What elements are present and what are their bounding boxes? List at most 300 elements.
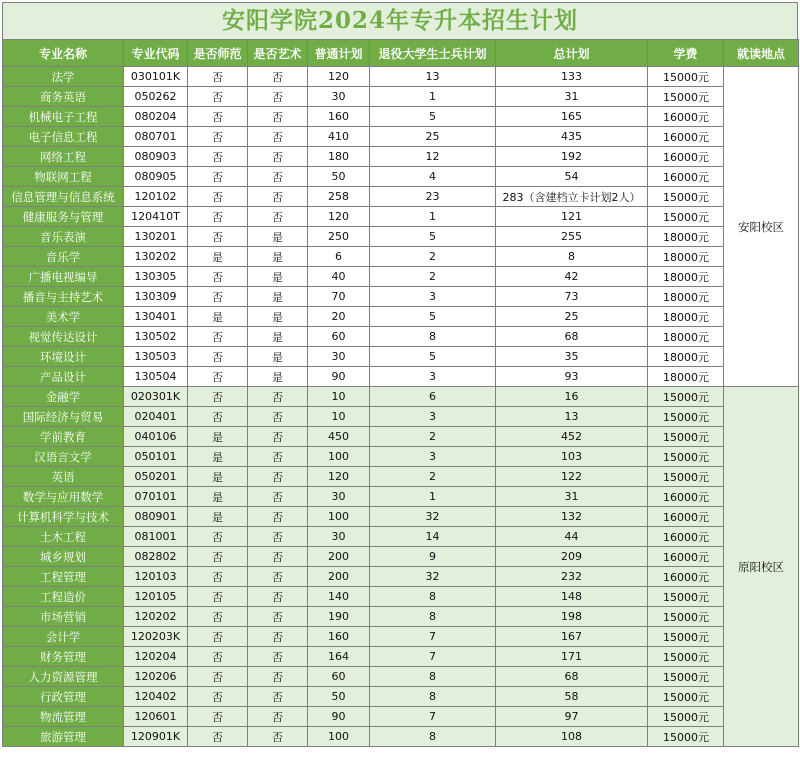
cell-major-code: 130401 <box>124 307 188 327</box>
cell-is-art: 是 <box>248 247 308 267</box>
cell-is-art: 是 <box>248 287 308 307</box>
cell-veteran-plan: 4 <box>370 167 496 187</box>
cell-total-plan: 8 <box>496 247 648 267</box>
cell-regular-plan: 30 <box>308 487 370 507</box>
cell-total-plan: 68 <box>496 667 648 687</box>
cell-total-plan: 132 <box>496 507 648 527</box>
cell-is-art: 否 <box>248 507 308 527</box>
enrollment-plan-table <box>2 39 799 747</box>
cell-veteran-plan: 3 <box>370 367 496 387</box>
table-row <box>3 687 799 707</box>
header-veteran-plan: 退役大学生士兵计划 <box>370 40 496 67</box>
cell-regular-plan: 50 <box>308 167 370 187</box>
table-row <box>3 267 799 287</box>
cell-veteran-plan: 8 <box>370 607 496 627</box>
cell-major-code: 120206 <box>124 667 188 687</box>
cell-tuition: 15000元 <box>648 587 724 607</box>
cell-is-normal: 否 <box>188 327 248 347</box>
cell-major-code: 050262 <box>124 87 188 107</box>
cell-veteran-plan: 8 <box>370 687 496 707</box>
cell-veteran-plan: 25 <box>370 127 496 147</box>
cell-veteran-plan: 6 <box>370 387 496 407</box>
cell-major-name: 音乐表演 <box>3 227 124 247</box>
cell-major-name: 工程造价 <box>3 587 124 607</box>
cell-is-normal: 否 <box>188 707 248 727</box>
cell-is-normal: 否 <box>188 87 248 107</box>
cell-veteran-plan: 23 <box>370 187 496 207</box>
cell-major-code: 120204 <box>124 647 188 667</box>
cell-major-name: 土木工程 <box>3 527 124 547</box>
cell-tuition: 15000元 <box>648 187 724 207</box>
cell-total-plan: 198 <box>496 607 648 627</box>
cell-is-art: 是 <box>248 327 308 347</box>
cell-regular-plan: 6 <box>308 247 370 267</box>
cell-is-art: 是 <box>248 307 308 327</box>
cell-veteran-plan: 5 <box>370 107 496 127</box>
cell-major-name: 行政管理 <box>3 687 124 707</box>
cell-tuition: 15000元 <box>648 727 724 747</box>
cell-tuition: 15000元 <box>648 607 724 627</box>
cell-major-code: 040106 <box>124 427 188 447</box>
cell-is-normal: 否 <box>188 147 248 167</box>
cell-is-art: 是 <box>248 367 308 387</box>
cell-is-art: 否 <box>248 447 308 467</box>
cell-regular-plan: 160 <box>308 107 370 127</box>
cell-is-normal: 否 <box>188 347 248 367</box>
cell-total-plan: 16 <box>496 387 648 407</box>
table-row <box>3 387 799 407</box>
cell-major-name: 音乐学 <box>3 247 124 267</box>
cell-is-normal: 否 <box>188 127 248 147</box>
cell-tuition: 16000元 <box>648 527 724 547</box>
cell-regular-plan: 258 <box>308 187 370 207</box>
cell-tuition: 15000元 <box>648 67 724 87</box>
table-row <box>3 187 799 207</box>
cell-is-art: 否 <box>248 547 308 567</box>
header-is-art: 是否艺术 <box>248 40 308 67</box>
cell-regular-plan: 200 <box>308 547 370 567</box>
cell-is-art: 否 <box>248 587 308 607</box>
cell-veteran-plan: 2 <box>370 427 496 447</box>
table-row <box>3 347 799 367</box>
header-major-name: 专业名称 <box>3 40 124 67</box>
campus-cell: 原阳校区 <box>724 387 799 747</box>
header-row <box>3 40 799 67</box>
cell-total-plan: 122 <box>496 467 648 487</box>
cell-veteran-plan: 3 <box>370 287 496 307</box>
cell-is-normal: 是 <box>188 507 248 527</box>
cell-tuition: 16000元 <box>648 107 724 127</box>
cell-regular-plan: 30 <box>308 87 370 107</box>
cell-regular-plan: 70 <box>308 287 370 307</box>
cell-major-name: 广播电视编导 <box>3 267 124 287</box>
cell-major-code: 130504 <box>124 367 188 387</box>
table-row <box>3 567 799 587</box>
cell-veteran-plan: 2 <box>370 467 496 487</box>
cell-is-art: 否 <box>248 107 308 127</box>
cell-veteran-plan: 7 <box>370 647 496 667</box>
cell-regular-plan: 180 <box>308 147 370 167</box>
cell-major-code: 130305 <box>124 267 188 287</box>
cell-is-art: 否 <box>248 607 308 627</box>
header-campus: 就读地点 <box>724 40 799 67</box>
cell-major-code: 130201 <box>124 227 188 247</box>
cell-major-name: 美术学 <box>3 307 124 327</box>
cell-is-art: 否 <box>248 167 308 187</box>
cell-tuition: 18000元 <box>648 267 724 287</box>
table-row <box>3 467 799 487</box>
cell-is-normal: 否 <box>188 667 248 687</box>
cell-regular-plan: 200 <box>308 567 370 587</box>
cell-tuition: 18000元 <box>648 327 724 347</box>
cell-regular-plan: 450 <box>308 427 370 447</box>
cell-is-normal: 否 <box>188 527 248 547</box>
cell-total-plan: 54 <box>496 167 648 187</box>
header-tuition: 学费 <box>648 40 724 67</box>
cell-tuition: 18000元 <box>648 287 724 307</box>
cell-veteran-plan: 8 <box>370 667 496 687</box>
cell-tuition: 15000元 <box>648 87 724 107</box>
cell-major-code: 130202 <box>124 247 188 267</box>
cell-is-normal: 是 <box>188 427 248 447</box>
cell-major-name: 机械电子工程 <box>3 107 124 127</box>
cell-major-name: 学前教育 <box>3 427 124 447</box>
cell-is-art: 否 <box>248 407 308 427</box>
cell-tuition: 15000元 <box>648 707 724 727</box>
cell-total-plan: 133 <box>496 67 648 87</box>
cell-total-plan: 103 <box>496 447 648 467</box>
cell-tuition: 15000元 <box>648 687 724 707</box>
cell-tuition: 15000元 <box>648 467 724 487</box>
cell-major-name: 物流管理 <box>3 707 124 727</box>
cell-veteran-plan: 7 <box>370 627 496 647</box>
cell-is-normal: 否 <box>188 107 248 127</box>
cell-is-normal: 否 <box>188 607 248 627</box>
cell-is-art: 否 <box>248 567 308 587</box>
cell-is-normal: 否 <box>188 687 248 707</box>
cell-is-normal: 否 <box>188 587 248 607</box>
cell-veteran-plan: 5 <box>370 347 496 367</box>
cell-is-normal: 是 <box>188 467 248 487</box>
cell-regular-plan: 410 <box>308 127 370 147</box>
table-row <box>3 667 799 687</box>
cell-is-art: 否 <box>248 527 308 547</box>
cell-regular-plan: 100 <box>308 727 370 747</box>
table-row <box>3 227 799 247</box>
cell-major-code: 080901 <box>124 507 188 527</box>
cell-major-code: 070101 <box>124 487 188 507</box>
cell-major-name: 市场营销 <box>3 607 124 627</box>
table-row <box>3 727 799 747</box>
cell-regular-plan: 60 <box>308 667 370 687</box>
cell-is-art: 是 <box>248 267 308 287</box>
cell-veteran-plan: 5 <box>370 307 496 327</box>
cell-veteran-plan: 2 <box>370 267 496 287</box>
cell-tuition: 15000元 <box>648 407 724 427</box>
cell-veteran-plan: 9 <box>370 547 496 567</box>
cell-major-code: 081001 <box>124 527 188 547</box>
cell-is-art: 否 <box>248 427 308 447</box>
table-row <box>3 427 799 447</box>
cell-total-plan: 283（含建档立卡计划2人） <box>496 187 648 207</box>
cell-major-name: 会计学 <box>3 627 124 647</box>
table-row <box>3 67 799 87</box>
cell-total-plan: 68 <box>496 327 648 347</box>
cell-total-plan: 13 <box>496 407 648 427</box>
cell-major-code: 120105 <box>124 587 188 607</box>
cell-tuition: 16000元 <box>648 567 724 587</box>
cell-is-normal: 否 <box>188 187 248 207</box>
cell-regular-plan: 164 <box>308 647 370 667</box>
cell-regular-plan: 90 <box>308 367 370 387</box>
cell-major-name: 法学 <box>3 67 124 87</box>
cell-regular-plan: 50 <box>308 687 370 707</box>
cell-regular-plan: 190 <box>308 607 370 627</box>
cell-is-normal: 否 <box>188 387 248 407</box>
cell-major-name: 电子信息工程 <box>3 127 124 147</box>
cell-total-plan: 148 <box>496 587 648 607</box>
cell-major-name: 旅游管理 <box>3 727 124 747</box>
cell-tuition: 16000元 <box>648 127 724 147</box>
cell-veteran-plan: 8 <box>370 727 496 747</box>
cell-is-normal: 否 <box>188 567 248 587</box>
cell-tuition: 18000元 <box>648 367 724 387</box>
cell-major-code: 130309 <box>124 287 188 307</box>
table-row <box>3 307 799 327</box>
header-major-code: 专业代码 <box>124 40 188 67</box>
cell-is-normal: 否 <box>188 407 248 427</box>
cell-tuition: 15000元 <box>648 387 724 407</box>
table-row <box>3 527 799 547</box>
cell-major-name: 物联网工程 <box>3 167 124 187</box>
table-row <box>3 587 799 607</box>
cell-is-normal: 否 <box>188 167 248 187</box>
campus-cell: 安阳校区 <box>724 67 799 387</box>
enrollment-plan-sheet <box>2 2 798 747</box>
table-row <box>3 87 799 107</box>
cell-regular-plan: 30 <box>308 527 370 547</box>
cell-is-normal: 否 <box>188 627 248 647</box>
cell-major-code: 120202 <box>124 607 188 627</box>
cell-tuition: 18000元 <box>648 307 724 327</box>
cell-is-art: 否 <box>248 727 308 747</box>
cell-is-normal: 否 <box>188 367 248 387</box>
cell-is-art: 否 <box>248 687 308 707</box>
cell-major-name: 健康服务与管理 <box>3 207 124 227</box>
cell-total-plan: 167 <box>496 627 648 647</box>
table-row <box>3 707 799 727</box>
cell-veteran-plan: 7 <box>370 707 496 727</box>
cell-total-plan: 165 <box>496 107 648 127</box>
cell-is-art: 否 <box>248 207 308 227</box>
cell-tuition: 16000元 <box>648 547 724 567</box>
cell-regular-plan: 40 <box>308 267 370 287</box>
cell-regular-plan: 100 <box>308 447 370 467</box>
cell-tuition: 15000元 <box>648 667 724 687</box>
cell-veteran-plan: 2 <box>370 247 496 267</box>
cell-total-plan: 44 <box>496 527 648 547</box>
cell-is-normal: 否 <box>188 547 248 567</box>
table-row <box>3 247 799 267</box>
cell-is-normal: 否 <box>188 67 248 87</box>
table-row <box>3 447 799 467</box>
cell-is-normal: 否 <box>188 227 248 247</box>
table-row <box>3 607 799 627</box>
cell-major-name: 人力资源管理 <box>3 667 124 687</box>
cell-is-normal: 是 <box>188 447 248 467</box>
cell-major-code: 020401 <box>124 407 188 427</box>
cell-is-normal: 否 <box>188 267 248 287</box>
cell-veteran-plan: 14 <box>370 527 496 547</box>
cell-regular-plan: 120 <box>308 67 370 87</box>
cell-veteran-plan: 1 <box>370 87 496 107</box>
cell-total-plan: 192 <box>496 147 648 167</box>
cell-is-normal: 否 <box>188 207 248 227</box>
cell-major-code: 120103 <box>124 567 188 587</box>
cell-is-normal: 是 <box>188 487 248 507</box>
cell-total-plan: 31 <box>496 487 648 507</box>
cell-major-name: 播音与主持艺术 <box>3 287 124 307</box>
cell-major-code: 120102 <box>124 187 188 207</box>
cell-veteran-plan: 13 <box>370 67 496 87</box>
cell-total-plan: 232 <box>496 567 648 587</box>
cell-regular-plan: 160 <box>308 627 370 647</box>
cell-total-plan: 255 <box>496 227 648 247</box>
cell-is-normal: 否 <box>188 647 248 667</box>
header-total-plan: 总计划 <box>496 40 648 67</box>
cell-is-art: 是 <box>248 347 308 367</box>
table-row <box>3 167 799 187</box>
cell-total-plan: 58 <box>496 687 648 707</box>
cell-veteran-plan: 5 <box>370 227 496 247</box>
cell-regular-plan: 120 <box>308 207 370 227</box>
cell-major-name: 数学与应用数学 <box>3 487 124 507</box>
cell-total-plan: 452 <box>496 427 648 447</box>
cell-tuition: 15000元 <box>648 447 724 467</box>
cell-major-code: 130503 <box>124 347 188 367</box>
cell-major-code: 120410T <box>124 207 188 227</box>
cell-tuition: 18000元 <box>648 227 724 247</box>
cell-major-code: 020301K <box>124 387 188 407</box>
header-regular-plan: 普通计划 <box>308 40 370 67</box>
cell-major-code: 120402 <box>124 687 188 707</box>
cell-major-code: 050101 <box>124 447 188 467</box>
cell-veteran-plan: 32 <box>370 507 496 527</box>
cell-regular-plan: 100 <box>308 507 370 527</box>
cell-major-name: 城乡规划 <box>3 547 124 567</box>
cell-is-normal: 否 <box>188 287 248 307</box>
cell-tuition: 18000元 <box>648 247 724 267</box>
cell-veteran-plan: 8 <box>370 327 496 347</box>
cell-is-art: 否 <box>248 187 308 207</box>
cell-is-art: 否 <box>248 147 308 167</box>
cell-veteran-plan: 1 <box>370 207 496 227</box>
cell-is-art: 否 <box>248 67 308 87</box>
cell-major-code: 120203K <box>124 627 188 647</box>
cell-major-name: 信息管理与信息系统 <box>3 187 124 207</box>
table-row <box>3 367 799 387</box>
cell-tuition: 18000元 <box>648 347 724 367</box>
table-row <box>3 287 799 307</box>
cell-major-code: 080903 <box>124 147 188 167</box>
cell-regular-plan: 120 <box>308 467 370 487</box>
cell-major-name: 金融学 <box>3 387 124 407</box>
cell-tuition: 15000元 <box>648 427 724 447</box>
cell-major-code: 120601 <box>124 707 188 727</box>
cell-veteran-plan: 8 <box>370 587 496 607</box>
cell-total-plan: 35 <box>496 347 648 367</box>
cell-is-normal: 是 <box>188 307 248 327</box>
cell-veteran-plan: 3 <box>370 407 496 427</box>
cell-is-art: 否 <box>248 87 308 107</box>
cell-major-code: 080204 <box>124 107 188 127</box>
cell-tuition: 16000元 <box>648 507 724 527</box>
cell-regular-plan: 30 <box>308 347 370 367</box>
cell-is-normal: 是 <box>188 247 248 267</box>
cell-major-name: 环境设计 <box>3 347 124 367</box>
table-row <box>3 207 799 227</box>
cell-veteran-plan: 3 <box>370 447 496 467</box>
table-row <box>3 147 799 167</box>
cell-major-code: 120901K <box>124 727 188 747</box>
cell-total-plan: 25 <box>496 307 648 327</box>
cell-total-plan: 171 <box>496 647 648 667</box>
cell-major-code: 130502 <box>124 327 188 347</box>
cell-regular-plan: 90 <box>308 707 370 727</box>
cell-veteran-plan: 1 <box>370 487 496 507</box>
cell-major-code: 050201 <box>124 467 188 487</box>
cell-major-name: 汉语言文学 <box>3 447 124 467</box>
header-is-normal: 是否师范 <box>188 40 248 67</box>
cell-tuition: 15000元 <box>648 207 724 227</box>
cell-total-plan: 108 <box>496 727 648 747</box>
cell-total-plan: 73 <box>496 287 648 307</box>
cell-is-art: 否 <box>248 467 308 487</box>
cell-total-plan: 42 <box>496 267 648 287</box>
cell-major-code: 030101K <box>124 67 188 87</box>
cell-total-plan: 97 <box>496 707 648 727</box>
cell-total-plan: 209 <box>496 547 648 567</box>
table-row <box>3 327 799 347</box>
cell-major-name: 计算机科学与技术 <box>3 507 124 527</box>
page-title: 安阳学院2024年专升本招生计划 <box>2 2 798 39</box>
cell-is-art: 否 <box>248 627 308 647</box>
table-row <box>3 107 799 127</box>
cell-major-name: 产品设计 <box>3 367 124 387</box>
table-row <box>3 407 799 427</box>
cell-tuition: 16000元 <box>648 167 724 187</box>
cell-tuition: 16000元 <box>648 487 724 507</box>
cell-major-code: 080701 <box>124 127 188 147</box>
cell-major-name: 国际经济与贸易 <box>3 407 124 427</box>
cell-total-plan: 31 <box>496 87 648 107</box>
table-row <box>3 507 799 527</box>
cell-is-art: 是 <box>248 227 308 247</box>
table-row <box>3 627 799 647</box>
cell-major-name: 英语 <box>3 467 124 487</box>
cell-regular-plan: 20 <box>308 307 370 327</box>
cell-major-name: 财务管理 <box>3 647 124 667</box>
cell-major-name: 网络工程 <box>3 147 124 167</box>
cell-major-code: 082802 <box>124 547 188 567</box>
cell-is-normal: 否 <box>188 727 248 747</box>
table-row <box>3 487 799 507</box>
cell-total-plan: 121 <box>496 207 648 227</box>
cell-is-art: 否 <box>248 667 308 687</box>
cell-regular-plan: 60 <box>308 327 370 347</box>
table-row <box>3 547 799 567</box>
cell-major-code: 080905 <box>124 167 188 187</box>
